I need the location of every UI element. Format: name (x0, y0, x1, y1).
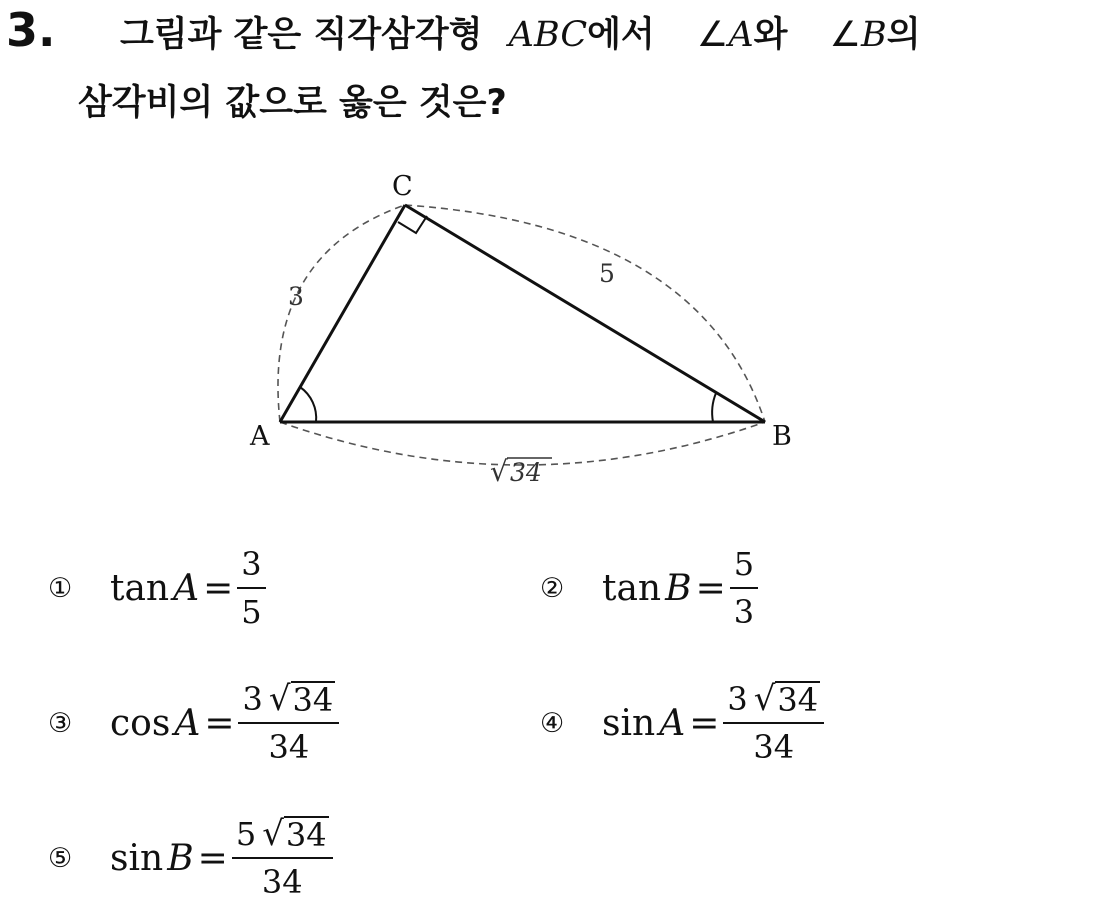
choice-4-denominator: 34 (753, 728, 795, 766)
question-suffix: 의 (886, 15, 921, 55)
question-connector: 와 (753, 15, 788, 55)
choice-3-eq: = (204, 702, 235, 744)
angle-mark-a (300, 387, 316, 422)
vertex-label-c: C (392, 171, 413, 202)
choice-3-denominator: 34 (268, 728, 310, 766)
choice-1-marker: ① (48, 572, 73, 604)
angle-b-sign: ∠ (829, 15, 861, 55)
choice-3-radical-sign: √ (268, 679, 291, 719)
choice-5-radical-sign: √ (262, 814, 284, 854)
choice-3-var: A (174, 702, 201, 744)
side-label-ab-radicand: 34 (510, 458, 542, 487)
choice-5-var: B (167, 837, 194, 879)
choice-4-numerator (723, 680, 824, 724)
choice-3-fraction (238, 680, 339, 766)
choice-3[interactable] (48, 668, 339, 778)
choice-2-marker: ② (540, 572, 565, 604)
choice-4-marker: ④ (540, 707, 565, 739)
side-label-ab-radical: √ (490, 455, 508, 488)
angle-mark-b (712, 393, 716, 422)
triangle-name: ABC (508, 15, 588, 55)
choice-2[interactable] (540, 533, 758, 643)
choice-4-func: sin (602, 702, 656, 744)
choice-5-func: sin (110, 837, 164, 879)
choice-1-numerator: 3 (237, 545, 265, 589)
choice-5-fraction (232, 815, 333, 901)
choice-5-eq: = (197, 837, 228, 879)
right-angle-mark (398, 216, 427, 233)
choice-4-sqrt (754, 681, 820, 717)
choice-1-denominator: 5 (241, 593, 262, 631)
angle-b-name: B (860, 15, 887, 55)
choice-2-denominator: 3 (733, 593, 755, 631)
choice-1[interactable] (48, 533, 266, 643)
question-text-line2: 삼각비의 값으로 옳은 것은? (78, 83, 507, 123)
vertex-label-a: A (250, 421, 270, 452)
choice-1-eq: = (203, 567, 234, 609)
choice-4[interactable] (540, 668, 824, 778)
side-ac (280, 205, 405, 422)
choice-3-marker: ③ (48, 707, 73, 739)
choice-1-func: tan (110, 567, 170, 609)
choice-3-radicand: 34 (292, 681, 334, 719)
choice-5-numerator (232, 815, 333, 859)
side-label-ac: 3 (288, 282, 304, 311)
angle-a-name: A (728, 15, 754, 55)
choice-4-radical-sign: √ (753, 679, 776, 719)
choice-5-marker: ⑤ (48, 842, 73, 874)
question-number: 3. (6, 3, 56, 57)
choice-1-fraction (237, 545, 265, 631)
side-label-bc: 5 (599, 259, 615, 288)
choice-5-denominator: 34 (261, 863, 303, 901)
choice-4-radicand: 34 (777, 681, 819, 719)
choice-2-eq: = (695, 567, 726, 609)
question-after-triangle: 에서 (587, 15, 655, 55)
choice-4-fraction (723, 680, 824, 766)
choice-3-func: cos (110, 702, 171, 744)
choice-2-func: tan (602, 567, 662, 609)
vertex-label-b: B (772, 421, 792, 452)
choice-5-radicand: 34 (285, 816, 327, 854)
choice-3-coefficient: 3 (242, 680, 263, 718)
choice-5-sqrt (262, 816, 328, 852)
side-bc (405, 205, 765, 422)
choice-3-numerator (238, 680, 339, 724)
choice-5-coefficient: 5 (235, 815, 257, 853)
choice-4-eq: = (689, 702, 720, 744)
choice-4-coefficient: 3 (727, 680, 748, 718)
choice-2-numerator: 5 (730, 545, 758, 589)
choice-2-fraction (730, 545, 758, 631)
choice-4-var: A (659, 702, 686, 744)
choice-3-sqrt (269, 681, 335, 717)
question-intro: 그림과 같은 직각삼각형 (120, 15, 483, 55)
choice-1-var: A (173, 567, 200, 609)
choice-2-var: B (665, 567, 692, 609)
choice-5[interactable] (48, 803, 333, 913)
angle-a-sign: ∠ (696, 15, 729, 55)
